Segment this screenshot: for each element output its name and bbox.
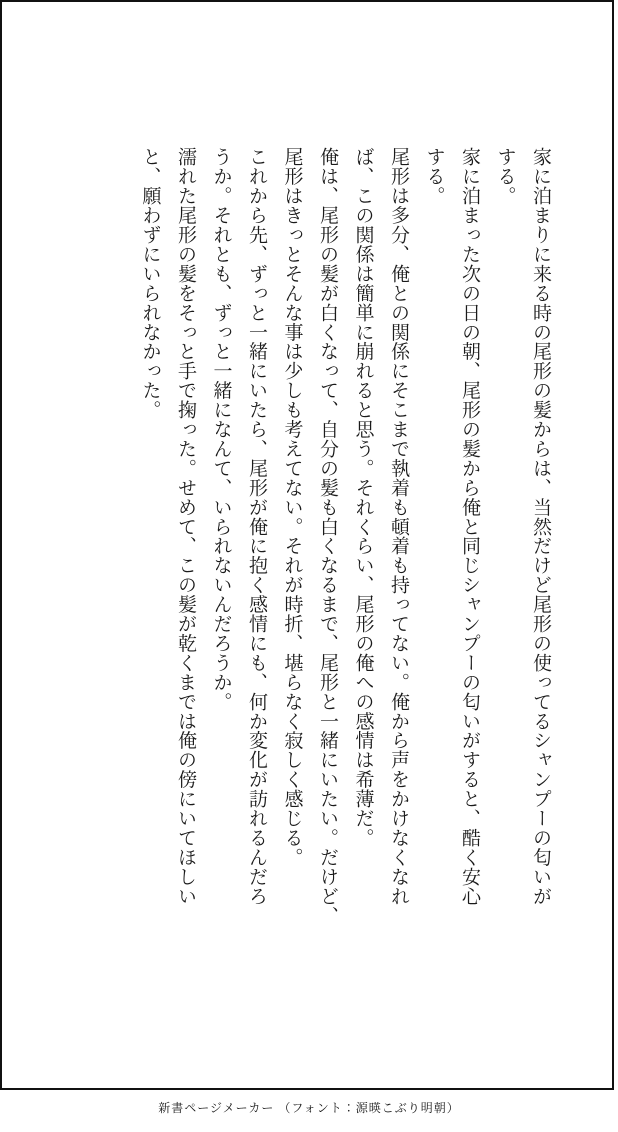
text-line: 家に泊まりに来る時の尾形の髪からは、当然だけど尾形の使ってるシャンプーの匂いが [530, 147, 551, 906]
text-line: 尾形は多分、俺との関係にそこまで執着も頓着も持ってない。俺から声をかけなくなれ [388, 147, 409, 906]
vertical-body-text [132, 147, 558, 977]
text-line: 家に泊まった次の日の朝、尾形の髪から俺と同じシャンプーの匂いがすると、酷く安心 [459, 147, 480, 906]
text-line: ば、この関係は簡単に崩れると思う。それくらい、尾形の俺への感情は希薄だ。 [352, 147, 374, 848]
text-line: 尾形はきっとそんな事は少しも考えてない。それが時折、堪らなく寂しく感じる。 [281, 147, 303, 867]
text-line: する。 [423, 147, 445, 206]
text-line: 俺は、尾形の髪が白くなって、自分の髪も白くなるまで、尾形と一緒にいたい。だけど、 [317, 147, 338, 925]
text-line: する。 [494, 147, 516, 206]
text-line: これから先、ずっと一緒にいたら、尾形が俺に抱く感情にも、何か変化が訪れるんだろ [246, 147, 267, 906]
text-line: 濡れた尾形の髪をそっと手で掬った。せめて、この髪が乾くまでは俺の傍にいてほしい [175, 147, 196, 906]
footer-caption: 新書ページメーカー （フォント：源暎こぶり明朝） [158, 1101, 460, 1115]
text-line: と、願わずにいられなかった。 [139, 147, 161, 420]
text-line: うか。それとも、ずっと一緒になんて、いられないんだろうか。 [210, 147, 232, 712]
